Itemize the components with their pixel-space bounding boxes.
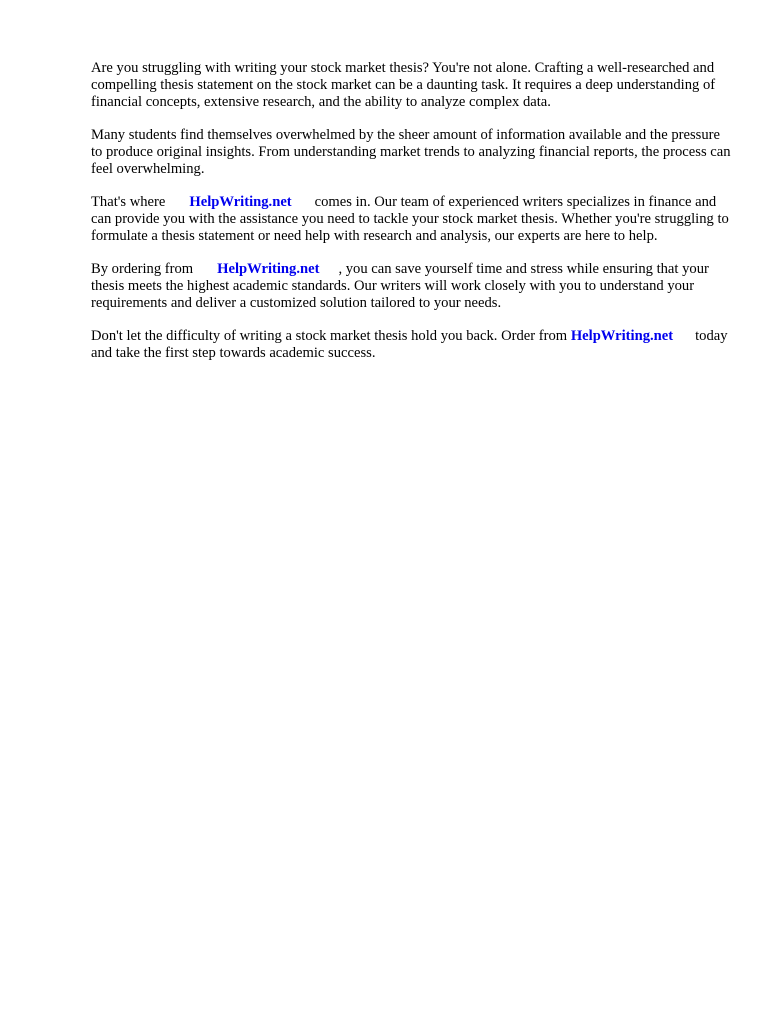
paragraph-thats-where-after: comes in. Our team of experienced writers specializes in finance and can provide you with the assistance you need to tackle your stock market thesis. Whether you're struggling to formulate a thesis statement or need help with research and analysis, our experts are here to help. (91, 194, 729, 244)
paragraph-ordering-after: , you can save yourself time and stress while ensuring that your thesis meets the highest academic standards. Our writers will work closely with you to understand your requirements and deliver a customized solution tailored to your needs. (91, 261, 709, 311)
helpwriting-link-1[interactable]: HelpWriting.net (189, 194, 292, 210)
paragraph-thats-where-before: That's where (91, 194, 166, 210)
paragraph-order-now-before: Don't let the difficulty of writing a stock market thesis hold you back. Order from (91, 328, 568, 344)
paragraph-overwhelmed-text: Many students find themselves overwhelmed by the sheer amount of information available and the pressure to produce original insights. From understanding market trends to analyzing financial reports, the process can feel overwhelming. (91, 127, 731, 177)
paragraph-intro (91, 60, 731, 111)
paragraph-overwhelmed (91, 127, 731, 178)
paragraph-intro-text: Are you struggling with writing your stock market thesis? You're not alone. Crafting a well-researched and compelling thesis statement on the stock market can be a daunting task. It requires a deep understanding of financial concepts, extensive research, and the ability to analyze complex data. (91, 60, 716, 110)
paragraph-ordering (91, 261, 731, 312)
helpwriting-link-2[interactable]: HelpWriting.net (217, 261, 320, 277)
paragraph-order-now (91, 328, 731, 362)
helpwriting-link-3[interactable]: HelpWriting.net (570, 328, 674, 344)
paragraph-thats-where (91, 194, 731, 245)
paragraph-ordering-before: By ordering from (91, 261, 194, 277)
paragraph-order-now-after: today and take the first step towards academic success. (91, 328, 728, 361)
document-body (91, 60, 731, 378)
